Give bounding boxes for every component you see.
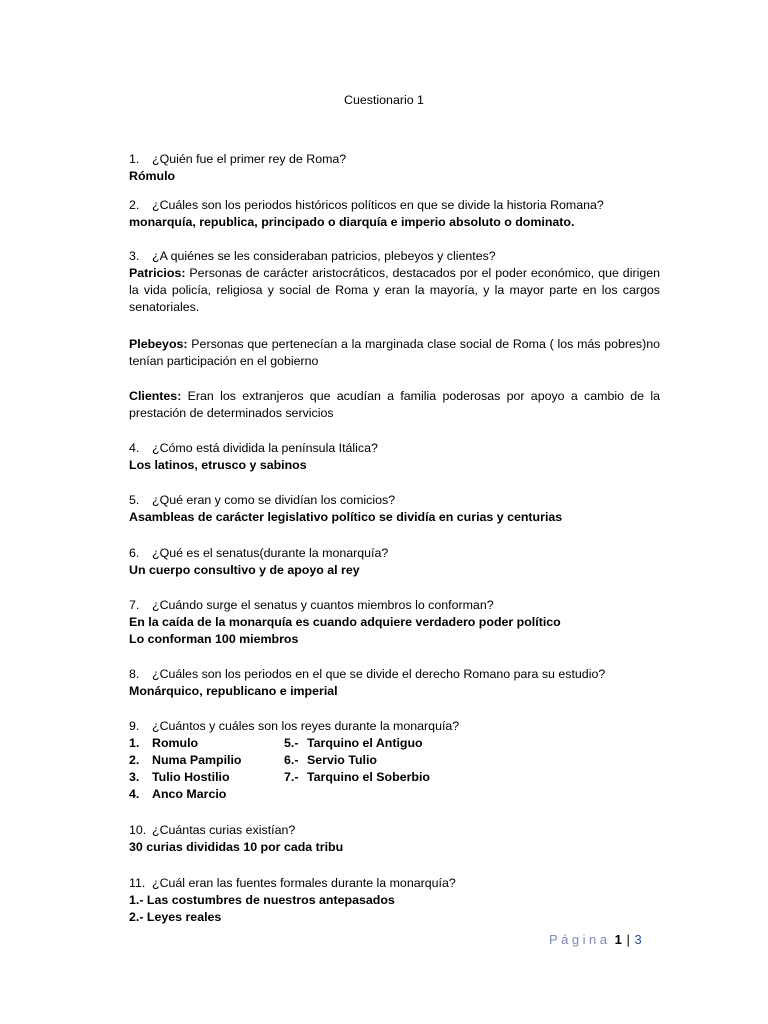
term-label: Clientes:: [129, 389, 182, 403]
total-pages: 3: [634, 932, 643, 947]
list-number: 6.-: [284, 753, 299, 767]
king-name: [307, 786, 507, 803]
question-text: ¿Cómo está dividida la península Itálica?: [152, 441, 378, 455]
page-label: Página: [549, 932, 611, 947]
question-7: [129, 597, 660, 648]
question-number: 7.: [129, 598, 140, 612]
question-number: 6.: [129, 546, 140, 560]
answer-clientes: [129, 388, 660, 422]
question-text: ¿Cuántas curias existían?: [152, 823, 296, 837]
question-1: [129, 151, 660, 185]
answer-plebeyos: [129, 336, 660, 370]
question-number: 9.: [129, 719, 140, 733]
answer-text: Asambleas de carácter legislativo político se dividía en curias y centurias: [129, 510, 563, 524]
question-text: ¿Cuáles son los periodos históricos políticos en que se divide la historia Romana?: [152, 198, 604, 212]
list-number: 2.: [129, 753, 140, 767]
term-definition: Personas de carácter aristocráticos, destacados por el poder económico, que dirigen la vida policía, religiosa y social de Roma y eran la mayoría, y la mayor parte en los cargos senatoriales.: [129, 266, 661, 314]
list-number: 3.: [129, 770, 140, 784]
answer-text: monarquía, republica, principado o diarquía e imperio absoluto o dominato.: [129, 215, 575, 229]
question-text: ¿A quiénes se les consideraban patricios, plebeyos y clientes?: [152, 249, 496, 263]
question-number: 2.: [129, 198, 140, 212]
kings-list: [129, 735, 660, 803]
king-name: Tarquino el Antiguo: [307, 736, 423, 750]
question-5: [129, 492, 660, 526]
question-text: ¿Qué eran y como se dividían los comicios?: [152, 493, 396, 507]
question-number: 4.: [129, 441, 140, 455]
question-text: ¿Cuáles son los periodos en el que se divide el derecho Romano para su estudio?: [152, 667, 606, 681]
list-number: 1.: [129, 736, 140, 750]
list-number: [284, 786, 307, 803]
page-number-footer: [549, 931, 642, 948]
question-text: ¿Cuándo surge el senatus y cuantos miembros lo conforman?: [152, 598, 494, 612]
answer-text: 30 curias divididas 10 por cada tribu: [129, 840, 344, 854]
answer-text: Monárquico, republicano e imperial: [129, 684, 338, 698]
answer-patricios: [129, 265, 660, 316]
question-number: 11.: [129, 876, 146, 890]
answer-text: 2.- Leyes reales: [129, 910, 222, 924]
question-text: ¿Cuál eran las fuentes formales durante la monarquía?: [152, 876, 456, 890]
question-4: [129, 440, 660, 474]
question-11: [129, 875, 660, 926]
question-2: [129, 197, 660, 231]
term-label: Plebeyos:: [129, 337, 188, 351]
question-8: [129, 666, 660, 700]
list-number: 5.-: [284, 736, 299, 750]
answer-text: 1.- Las costumbres de nuestros antepasados: [129, 893, 395, 907]
question-text: ¿Qué es el senatus(durante la monarquía?: [152, 546, 389, 560]
king-name: Servio Tulio: [307, 753, 377, 767]
answer-text: En la caída de la monarquía es cuando adquiere verdadero poder político: [129, 615, 561, 629]
king-name: Tarquino el Soberbio: [307, 770, 430, 784]
term-definition: Personas que pertenecían a la marginada clase social de Roma ( los más pobres)no tenían participación en el gobierno: [129, 337, 661, 368]
question-text: ¿Cuántos y cuáles son los reyes durante la monarquía?: [152, 719, 460, 733]
list-number: 7.-: [284, 770, 299, 784]
page-title: Cuestionario 1: [344, 93, 424, 107]
question-text: ¿Quién fue el primer rey de Roma?: [152, 152, 347, 166]
answer-text: Un cuerpo consultivo y de apoyo al rey: [129, 563, 360, 577]
page-separator: |: [626, 932, 631, 947]
answer-text: Rómulo: [129, 169, 176, 183]
question-number: 10.: [129, 823, 147, 837]
question-3: [129, 248, 660, 316]
term-label: Patricios:: [129, 266, 186, 280]
answer-text: Lo conforman 100 miembros: [129, 632, 299, 646]
question-number: 1.: [129, 152, 140, 166]
list-number: 4.: [129, 787, 140, 801]
question-number: 3.: [129, 249, 140, 263]
current-page: 1: [614, 932, 623, 947]
question-number: 5.: [129, 493, 140, 507]
question-number: 8.: [129, 667, 140, 681]
answer-text: Los latinos, etrusco y sabinos: [129, 458, 307, 472]
king-name: Anco Marcio: [152, 787, 227, 801]
term-definition: Eran los extranjeros que acudían a familia poderosas por apoyo a cambio de la prestación de determinados servicios: [129, 389, 660, 420]
question-6: [129, 545, 660, 579]
king-name: Tulio Hostilio: [152, 770, 230, 784]
question-10: [129, 822, 660, 856]
king-name: Romulo: [152, 736, 199, 750]
question-9: [129, 718, 660, 803]
king-name: Numa Pampilio: [152, 753, 242, 767]
